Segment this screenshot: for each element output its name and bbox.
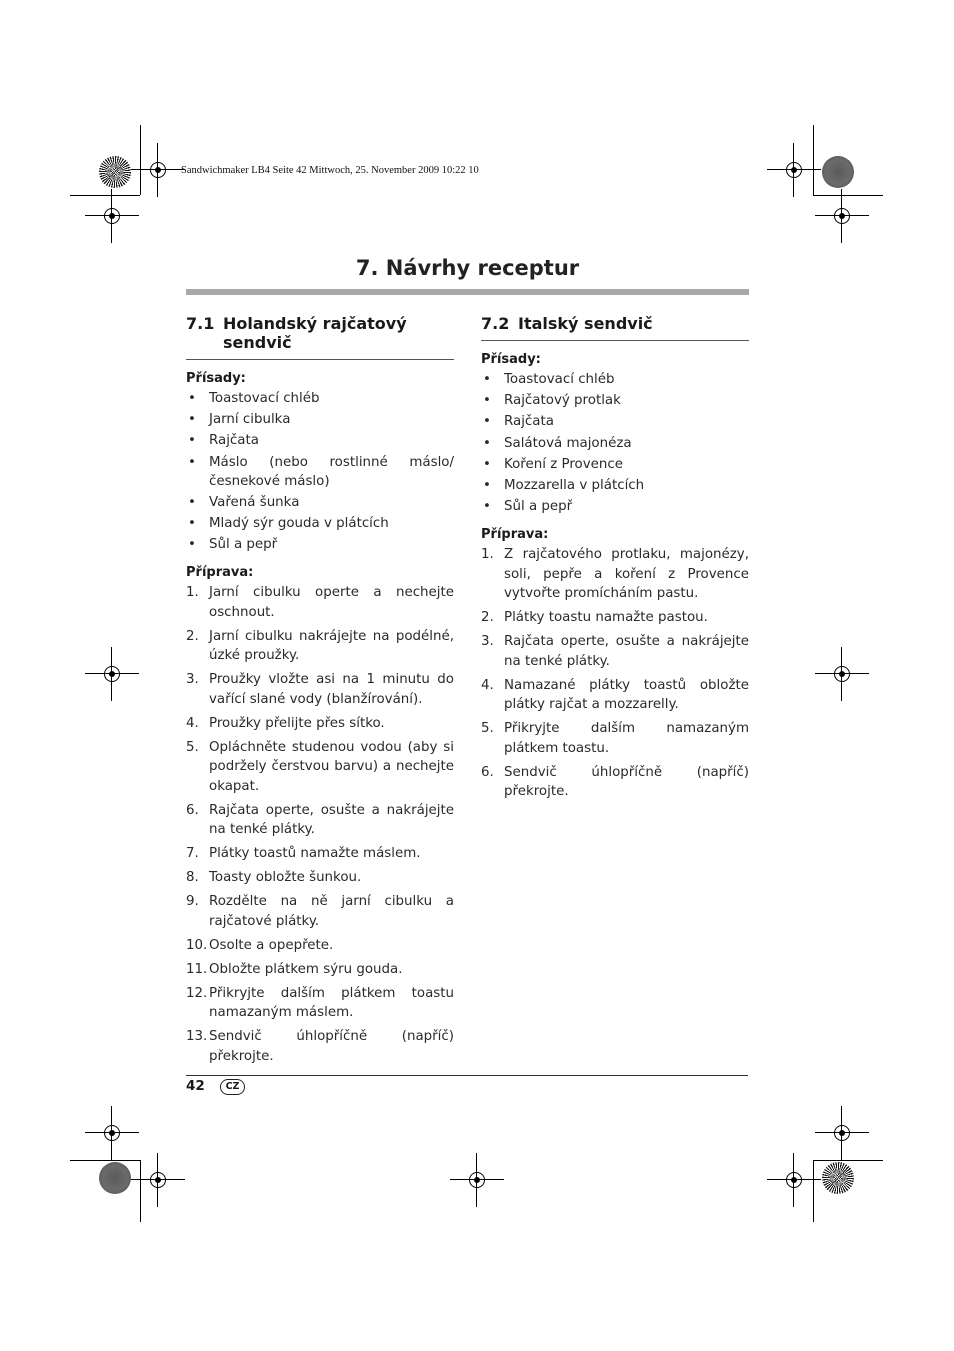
language-badge: CZ [220, 1079, 245, 1095]
ingredient-item: • Mladý sýr gouda v plátcích [186, 514, 454, 533]
crop-mark [70, 1160, 140, 1161]
step-text: Obložte plátkem sýru gouda. [209, 961, 403, 977]
section-title: Italský sendvič [518, 314, 653, 333]
ingredient-item: • Jarní cibulka [186, 410, 454, 429]
ingredient-item: • Toastovací chléb [186, 389, 454, 408]
step-item [481, 545, 749, 604]
step-text: Rajčata operte, osušte a nakrájejte na tenké plátky. [504, 634, 749, 669]
calibration-star-icon [99, 156, 131, 188]
registration-mark-icon [829, 661, 855, 687]
crop-mark [813, 1160, 883, 1161]
crop-mark [70, 195, 140, 196]
ingredient-item: • Toastovací chléb [481, 370, 749, 389]
registration-mark-icon [781, 157, 807, 183]
step-item [481, 632, 749, 671]
section-7-1 [186, 314, 454, 1071]
section-number: 7.2 [481, 314, 510, 333]
step-text: Toasty obložte šunkou. [209, 870, 362, 886]
registration-mark-icon [99, 203, 125, 229]
step-number: 5. [186, 739, 199, 755]
step-number: 9. [186, 894, 199, 910]
ingredient-item: • Vařená šunka [186, 493, 454, 512]
preparation-steps [186, 583, 454, 1066]
step-number: 4. [481, 677, 494, 693]
title-underline [186, 289, 749, 295]
section-heading [186, 314, 454, 360]
preparation-label: Příprava: [186, 565, 254, 581]
step-text: Osolte a opepřete. [209, 937, 334, 953]
step-item [186, 868, 454, 888]
step-text: Rozdělte na ně jarní cibulku a rajčatové plátky. [209, 894, 454, 929]
registration-mark-icon [145, 1167, 171, 1193]
step-number: 1. [186, 585, 199, 601]
registration-mark-icon [781, 1167, 807, 1193]
ingredient-item: • Koření z Provence [481, 455, 749, 474]
crop-mark [140, 125, 141, 195]
step-item [481, 719, 749, 758]
print-slug: Sandwichmaker LB4 Seite 42 Mittwoch, 25. November 2009 10:22 10 [181, 165, 479, 176]
step-text: Přikryjte dalším namazaným plátkem toastu. [504, 721, 749, 756]
crop-mark [140, 1160, 141, 1222]
step-text: Sendvič úhlopříčně (napříč) překrojte. [504, 764, 749, 800]
step-text: Z rajčatového protlaku, majonézy, soli, pepře a koření z Provence vytvořte promícháním pastu. [504, 547, 749, 602]
registration-mark-icon [99, 661, 125, 687]
step-text: Jarní cibulku operte a nechejte oschnout. [209, 585, 454, 620]
section-7-2 [481, 314, 749, 806]
ingredient-item: • Rajčata [481, 412, 749, 431]
step-text: Jarní cibulku nakrájejte na podélné, úzké proužky. [209, 628, 454, 664]
ingredients-label: Přísady: [186, 371, 246, 386]
section-title: Holandský rajčatový sendvič [223, 314, 407, 352]
step-text: Namazané plátky toastů obložte plátky rajčat a mozzarelly. [504, 677, 749, 713]
step-number: 12. [186, 985, 208, 1001]
step-number: 7. [186, 846, 199, 862]
calibration-dot-icon [99, 1162, 131, 1194]
step-text: Sendvič úhlopříčně (napříč) překrojte. [209, 1029, 454, 1064]
crop-mark [813, 1160, 814, 1222]
ingredients-list [186, 389, 454, 554]
registration-mark-icon [829, 1120, 855, 1146]
registration-mark-icon [464, 1167, 490, 1193]
step-item [481, 608, 749, 628]
step-number: 5. [481, 721, 494, 737]
step-item [186, 714, 454, 734]
preparation-steps [481, 545, 749, 802]
step-number: 3. [481, 634, 494, 650]
ingredient-item: • Sůl a pepř [186, 535, 454, 554]
ingredients-label: Přísady: [481, 352, 541, 367]
step-number: 10. [186, 937, 208, 953]
ingredient-item: • Máslo (nebo rostlinné máslo/ česnekové máslo) [186, 453, 454, 491]
step-number: 6. [186, 802, 199, 818]
step-text: Proužky vložte asi na 1 minutu do vařící slané vody (blanžírování). [209, 672, 454, 707]
step-number: 6. [481, 764, 494, 780]
section-number: 7.1 [186, 314, 215, 333]
step-number: 1. [481, 547, 494, 563]
calibration-dot-icon [822, 156, 854, 188]
ingredients-list [481, 370, 749, 516]
step-item [186, 670, 454, 709]
registration-mark-icon [99, 1120, 125, 1146]
calibration-star-icon [822, 1162, 854, 1194]
step-number: 13. [186, 1029, 208, 1045]
step-text: Proužky přelijte přes sítko. [209, 715, 385, 731]
ingredient-item: • Sůl a pepř [481, 497, 749, 516]
step-item [186, 984, 454, 1023]
registration-mark-icon [145, 157, 171, 183]
step-number: 8. [186, 870, 199, 886]
step-item [186, 1027, 454, 1066]
section-heading [481, 314, 749, 341]
step-number: 11. [186, 961, 208, 977]
ingredient-item: • Rajčatový protlak [481, 391, 749, 410]
step-item [186, 627, 454, 666]
crop-mark [813, 195, 883, 196]
step-item [186, 844, 454, 864]
step-text: Rajčata operte, osušte a nakrájejte na tenké plátky. [209, 802, 454, 838]
step-text: Plátky toastu namažte pastou. [504, 610, 708, 626]
step-number: 2. [186, 628, 199, 644]
step-item [186, 936, 454, 956]
ingredient-item: • Salátová majonéza [481, 434, 749, 453]
registration-mark-icon [829, 203, 855, 229]
step-item [186, 801, 454, 840]
step-item [186, 738, 454, 797]
step-item [186, 892, 454, 931]
ingredient-item: • Rajčata [186, 431, 454, 450]
step-text: Opláchněte studenou vodou (aby si podržely čerstvou barvu) a nechejte okapat. [209, 739, 454, 794]
step-text: Přikryjte dalším plátkem toastu namazaným máslem. [209, 985, 454, 1021]
step-number: 4. [186, 715, 199, 731]
step-number: 2. [481, 610, 494, 626]
step-item [186, 960, 454, 980]
step-text: Plátky toastů namažte máslem. [209, 846, 421, 862]
footer-rule [186, 1075, 748, 1076]
step-number: 3. [186, 672, 199, 688]
ingredient-item: • Mozzarella v plátcích [481, 476, 749, 495]
crop-mark [813, 125, 814, 195]
step-item [481, 676, 749, 715]
page-number: 42 [186, 1078, 205, 1094]
step-item [186, 583, 454, 622]
page-title: 7. Návrhy receptur [355, 256, 580, 280]
preparation-label: Příprava: [481, 527, 549, 543]
step-item [481, 763, 749, 802]
